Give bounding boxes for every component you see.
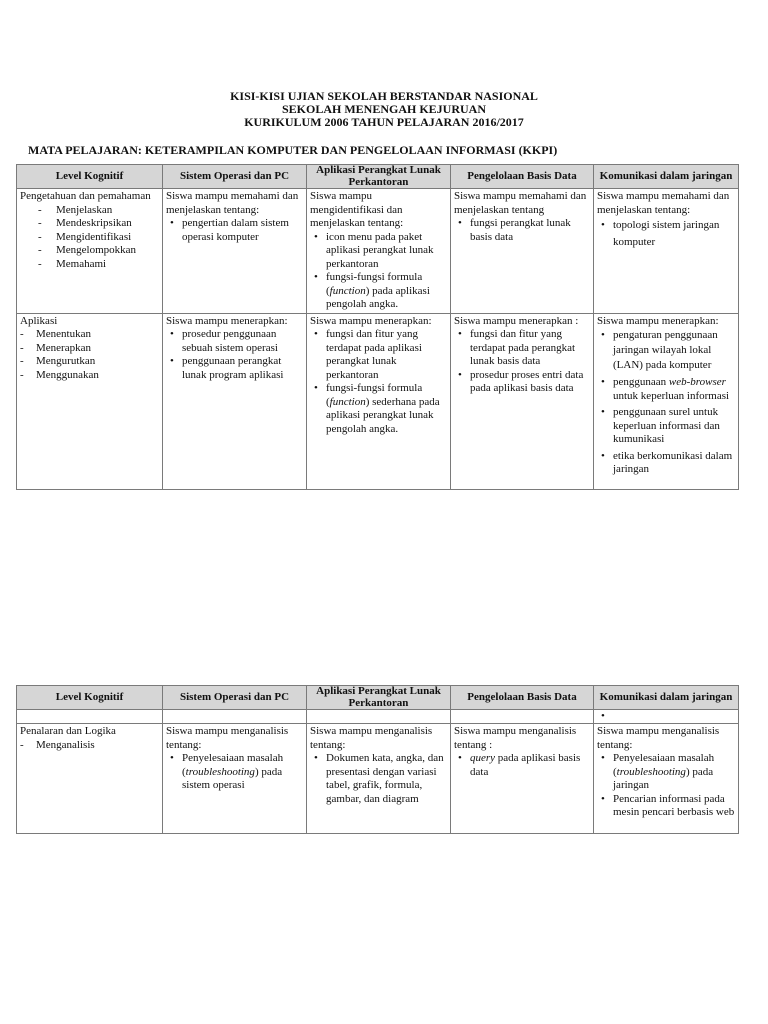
cell-intro: Siswa mampu menganalisis tentang :	[454, 725, 577, 751]
database-cell	[451, 189, 594, 314]
bullet-item: • penggunaan web-browser untuk keperluan informasi	[613, 376, 735, 403]
bullet-item: • topologi sistem jaringan komputer	[613, 217, 735, 251]
cell-intro: Siswa mampu mengidentifikasi dan menjelaskan tentang:	[310, 190, 404, 229]
level-item: - Menentukan	[36, 328, 159, 342]
col-header-office: Aplikasi Perangkat Lunak Perkantoran	[307, 165, 451, 189]
bullet-item: • pengaturan penggunaan jaringan wilayah lokal (LAN) pada komputer	[613, 328, 735, 373]
database-cell	[451, 724, 594, 834]
office-cell	[307, 313, 451, 489]
col-header-level: Level Kognitif	[17, 686, 163, 710]
os-cell	[163, 189, 307, 314]
bullet-item: • query pada aplikasi basis data	[470, 752, 590, 779]
kisi-kisi-table-2	[16, 685, 739, 834]
col-header-os: Sistem Operasi dan PC	[163, 165, 307, 189]
level-cell	[17, 313, 163, 489]
empty-bullet-cell	[594, 710, 739, 724]
database-cell	[451, 313, 594, 489]
level-title: Pengetahuan dan pemahaman	[20, 190, 151, 202]
table-row	[17, 189, 739, 314]
os-cell	[163, 313, 307, 489]
cell-intro: Siswa mampu menerapkan:	[310, 314, 432, 327]
cell-intro: Siswa mampu menerapkan :	[454, 314, 579, 327]
col-header-os: Sistem Operasi dan PC	[163, 686, 307, 710]
bullet-item: • pengertian dalam sistem operasi komputer	[182, 217, 303, 244]
network-cell	[594, 189, 739, 314]
network-cell	[594, 313, 739, 489]
table-row	[17, 313, 739, 489]
level-item: - Mengelompokkan	[56, 244, 159, 258]
bullet-item: • fungsi-fungsi formula (function) pada aplikasi pengolah angka.	[326, 271, 447, 312]
col-header-office: Aplikasi Perangkat Lunak Perkantoran	[307, 686, 451, 710]
bullet-item: • fungsi dan fitur yang terdapat pada aplikasi perangkat lunak perkantoran	[326, 328, 447, 382]
col-header-network: Komunikasi dalam jaringan	[594, 165, 739, 189]
level-title: Aplikasi	[20, 314, 58, 327]
bullet-item: • penggunaan perangkat lunak program aplikasi	[182, 355, 303, 382]
kisi-kisi-table-1	[16, 164, 739, 490]
level-title: Penalaran dan Logika	[20, 725, 116, 737]
bullet-item: • icon menu pada paket aplikasi perangkat lunak perkantoran	[326, 231, 447, 272]
bullet-item: • prosedur penggunaan sebuah sistem operasi	[182, 328, 303, 355]
table-header-row	[17, 165, 739, 189]
col-header-database: Pengelolaan Basis Data	[451, 165, 594, 189]
col-header-database: Pengelolaan Basis Data	[451, 686, 594, 710]
level-item: - Mengidentifikasi	[56, 231, 159, 245]
bullet-item: • Penyelesaiaan masalah (troubleshooting) pada jaringan	[613, 752, 735, 793]
bullet-item: • penggunaan surel untuk keperluan informasi dan kumunikasi	[613, 406, 735, 447]
cell-intro: Siswa mampu menganalisis tentang:	[597, 725, 720, 751]
level-item: - Menggunakan	[36, 369, 159, 383]
title-line-2: SEKOLAH MENENGAH KEJURUAN	[281, 102, 487, 116]
network-cell	[594, 724, 739, 834]
level-item: - Memahami	[56, 258, 159, 272]
os-cell	[163, 724, 307, 834]
cell-intro: Siswa mampu memahami dan menjelaskan tentang:	[597, 190, 730, 216]
empty-cell	[307, 710, 451, 724]
bullet-item: • fungsi dan fitur yang terdapat pada perangkat lunak basis data	[470, 328, 590, 369]
cell-intro: Siswa mampu menerapkan:	[597, 314, 719, 327]
col-header-level: Level Kognitif	[17, 165, 163, 189]
cell-intro: Siswa mampu memahami dan menjelaskan tentang	[454, 190, 587, 216]
level-item: - Menjelaskan	[56, 204, 159, 218]
bullet-item: • Penyelesaiaan masalah (troubleshooting) pada sistem operasi	[182, 752, 303, 793]
table-row-empty	[17, 710, 739, 724]
empty-cell	[17, 710, 163, 724]
table-header-row	[17, 686, 739, 710]
level-cell	[17, 724, 163, 834]
document-title-block	[0, 90, 768, 129]
cell-intro: Siswa mampu menganalisis tentang:	[310, 725, 433, 751]
title-line-1: KISI-KISI UJIAN SEKOLAH BERSTANDAR NASIONAL	[230, 89, 538, 103]
level-cell	[17, 189, 163, 314]
title-line-3: KURIKULUM 2006 TAHUN PELAJARAN 2016/2017	[244, 115, 524, 129]
level-item: - Menerapkan	[36, 342, 159, 356]
level-item: - Menganalisis	[36, 739, 159, 753]
empty-cell	[451, 710, 594, 724]
subject-heading: MATA PELAJARAN: KETERAMPILAN KOMPUTER DAN PENGELOLAAN INFORMASI (KKPI)	[28, 143, 558, 157]
cell-intro: Siswa mampu memahami dan menjelaskan tentang:	[166, 190, 299, 216]
bullet-item: • etika berkomunikasi dalam jaringan	[613, 450, 735, 477]
bullet-item: • Pencarian informasi pada mesin pencari berbasis web	[613, 793, 735, 820]
bullet-item: • Dokumen kata, angka, dan presentasi dengan variasi tabel, grafik, formula, gambar, dan diagram	[326, 752, 447, 806]
empty-cell	[163, 710, 307, 724]
level-item: - Mendeskripsikan	[56, 217, 159, 231]
bullet-item: • fungsi-fungsi formula (function) sederhana pada aplikasi perangkat lunak pengolah angka.	[326, 382, 447, 436]
cell-intro: Siswa mampu menganalisis tentang:	[166, 725, 289, 751]
table-row	[17, 724, 739, 834]
bullet-item: • fungsi perangkat lunak basis data	[470, 217, 590, 244]
level-item: - Mengurutkan	[36, 355, 159, 369]
col-header-network: Komunikasi dalam jaringan	[594, 686, 739, 710]
office-cell	[307, 724, 451, 834]
cell-intro: Siswa mampu menerapkan:	[166, 314, 288, 327]
bullet-item: • prosedur proses entri data pada aplikasi basis data	[470, 369, 590, 396]
office-cell	[307, 189, 451, 314]
